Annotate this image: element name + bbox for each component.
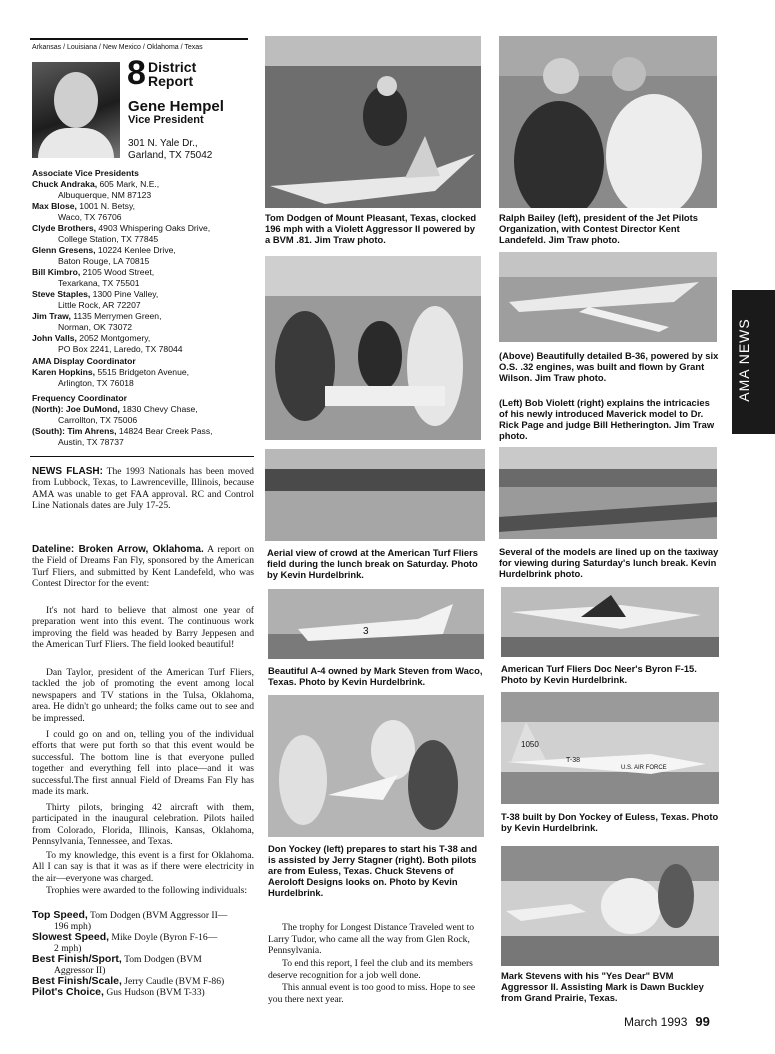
vp-name: Gene Hempel	[128, 98, 224, 115]
photo-aerial-crowd	[265, 449, 485, 541]
page-number: 99	[695, 1014, 710, 1029]
list-item: Glenn Gresens, 10224 Kenlee Drive, Baton Rouge, LA 70815	[32, 245, 176, 266]
caption-b36: (Above) Beautifully detailed B-36, powered by six O.S. .32 engines, was built and flown by Grant Wilson. Jim Traw photo.	[499, 350, 719, 383]
district-label: District Report	[148, 59, 197, 89]
page-footer	[624, 1014, 710, 1029]
list-item: Best Finish/Sport, Tom Dodgen (BVM Aggressor II)	[32, 953, 202, 976]
issue-date: March 1993	[624, 1015, 688, 1029]
vp-title: Vice President	[128, 114, 204, 126]
photo-t38-start	[268, 695, 484, 837]
district-number: 8	[127, 54, 146, 92]
list-item: Steve Staples, 1300 Pine Valley, Little Rock, AR 72207	[32, 289, 159, 310]
vp-portrait	[32, 62, 120, 158]
caption-yes-dear: Mark Stevens with his "Yes Dear" BVM Aggressor II. Assisting Mark is Dawn Buckley from Grand Prairie, Texas.	[501, 970, 704, 1003]
list-item: John Valls, 2052 Montgomery, PO Box 2241, Laredo, TX 78044	[32, 333, 183, 354]
associate-list	[32, 179, 252, 355]
caption-taxiway: Several of the models are lined up on the taxiway for viewing during Saturday's lunch break. Kevin Hurdelbrink photo.	[499, 546, 719, 579]
photo-taxiway-lineup	[499, 447, 717, 539]
section-divider	[30, 456, 254, 457]
caption-aerial-crowd: Aerial view of crowd at the American Turf Fliers field during the lunch break on Saturday. Photo by Kevin Hurdelbrink.	[267, 547, 478, 580]
t38-tail-number: 1050	[521, 740, 539, 749]
associates-heading: Associate Vice Presidents	[32, 168, 139, 178]
top-rule	[30, 38, 248, 40]
list-item: Chuck Andraka, 605 Mark, N.E., Albuquerque, NM 87123	[32, 179, 160, 200]
district-states: Arkansas / Louisiana / New Mexico / Oklahoma / Texas	[32, 44, 203, 51]
photo-b36	[499, 252, 717, 342]
paragraph-1: It's not hard to believe that almost one year of preparation went into this event. The continuous work improving the field was headed by Barry Jeppesen and the American Turf Fliers. The field looked beautiful!	[32, 605, 254, 651]
photo-aggressor	[265, 36, 481, 208]
dateline: Dateline: Broken Arrow, Oklahoma. A report on the Field of Dreams Fan Fly, sponsored by the American Turf Fliers, and submitted by Kent Landefeld, who was Contest Director for the event:	[32, 544, 254, 590]
trophy-list	[32, 910, 254, 998]
a4-number: 3	[363, 626, 369, 637]
col2-paragraph-3: This annual event is too good to miss. Hope to see you there next year.	[268, 982, 476, 1005]
caption-a4: Beautiful A-4 owned by Mark Steven from Waco, Texas. Photo by Kevin Hurdelbrink.	[268, 665, 483, 687]
list-item: Best Finish/Scale, Jerry Caudle (BVM F-86)	[32, 975, 225, 987]
frequency-coordinators: (North): Joe DuMond, 1830 Chevy Chase, Carrollton, TX 75006 (South): Tim Ahrens, 14824 Bear Creek Pass, Austin, TX 78737	[32, 404, 213, 447]
caption-maverick: (Left) Bob Violett (right) explains the intricacies of his newly introduced Maverick model to Dr. Rick Page and judge Bill Hetherington. Jim Traw photo.	[499, 397, 715, 441]
paragraph-4: Thirty pilots, bringing 42 aircraft with them, participated in the inaugural celebration. Pilots hailed from Colorado, Florida, Illinois, Kansas, Oklahoma, Pennsylvania, Tennessee, and Texas.	[32, 802, 254, 848]
photo-yes-dear	[501, 846, 719, 966]
t38-side-text: U.S. AIR FORCE	[621, 765, 667, 771]
col2-paragraph-2: To end this report, I feel the club and its members deserve recognition for a job well done.	[268, 958, 473, 981]
photo-maverick	[265, 256, 481, 440]
col2-paragraph-1: The trophy for Longest Distance Traveled went to Larry Tudor, who came all the way from Glen Rock, Pennsylvania.	[268, 922, 475, 957]
t38-badge: T-38	[566, 757, 581, 764]
list-item: Top Speed, Tom Dodgen (BVM Aggressor II— 196 mph)	[32, 909, 228, 932]
list-item: Max Blose, 1001 N. Betsy, Waco, TX 76706	[32, 201, 136, 222]
photo-f15	[501, 587, 719, 657]
paragraph-3: I could go on and on, telling you of the individual efforts that were put forth so that this event would be successful. The bottom line is that everyone pulled together and everything fell into place—and it was successful.The first annual Field of Dreams Fan Fly has made its mark.	[32, 729, 254, 798]
paragraph-5: To my knowledge, this event is a first for Oklahoma. All I can say is that it was as if there were electricity in the air—everyone was charged.	[32, 850, 254, 884]
list-item: Slowest Speed, Mike Doyle (Byron F-16— 2 mph)	[32, 931, 218, 954]
caption-t38: T-38 built by Don Yockey of Euless, Texas. Photo by Kevin Hurdelbrink.	[501, 811, 719, 833]
caption-bailey: Ralph Bailey (left), president of the Jet Pilots Organization, with Contest Director Kent Landefeld. Jim Traw photo.	[499, 212, 698, 245]
caption-aggressor: Tom Dodgen of Mount Pleasant, Texas, clocked 196 mph with a Violett Aggressor II powered by a BVM .81. Jim Traw photo.	[265, 212, 477, 245]
display-coordinator: Karen Hopkins, 5515 Bridgeton Avenue, Arlington, TX 76018	[32, 367, 190, 388]
paragraph-6: Trophies were awarded to the following individuals:	[46, 885, 248, 896]
photo-bailey-landefeld	[499, 36, 717, 208]
caption-f15: American Turf Fliers Doc Neer's Byron F-15. Photo by Kevin Hurdelbrink.	[501, 663, 697, 685]
ama-news-tab: AMA NEWS	[732, 290, 775, 434]
photo-a4	[268, 589, 484, 659]
vp-address: 301 N. Yale Dr., Garland, TX 75042	[128, 138, 213, 161]
list-item: Pilot's Choice, Gus Hudson (BVM T-33)	[32, 986, 205, 998]
news-flash: NEWS FLASH: The 1993 Nationals has been moved from Lubbock, Texas, to Lawrenceville, Illinois, because AMA was unable to get FAA approval. RC and Control Line Nationals dates are July 17-25.	[32, 466, 254, 512]
photo-t38	[501, 692, 719, 804]
display-heading: AMA Display Coordinator	[32, 356, 136, 366]
list-item: Bill Kimbro, 2105 Wood Street, Texarkana, TX 75501	[32, 267, 155, 288]
paragraph-2: Dan Taylor, president of the American Turf Fliers, tackled the job of promoting the event among local newspapers and TV stations in the Tulsa, Oklahoma, area. He didn't go unheard; the folks came out to see and be impressed.	[32, 667, 254, 724]
frequency-heading: Frequency Coordinator	[32, 393, 128, 403]
list-item: Jim Traw, 1135 Merrymen Green, Norman, OK 73072	[32, 311, 162, 332]
list-item: Clyde Brothers, 4903 Whispering Oaks Drive, College Station, TX 77845	[32, 223, 211, 244]
caption-t38-start: Don Yockey (left) prepares to start his T-38 and is assisted by Jerry Stagner (right). Both pilots are from Euless, Texas. Chuck Stevens of Aeroloft Designs looks on. Photo by Kevin Hurdelbrink.	[268, 843, 478, 898]
